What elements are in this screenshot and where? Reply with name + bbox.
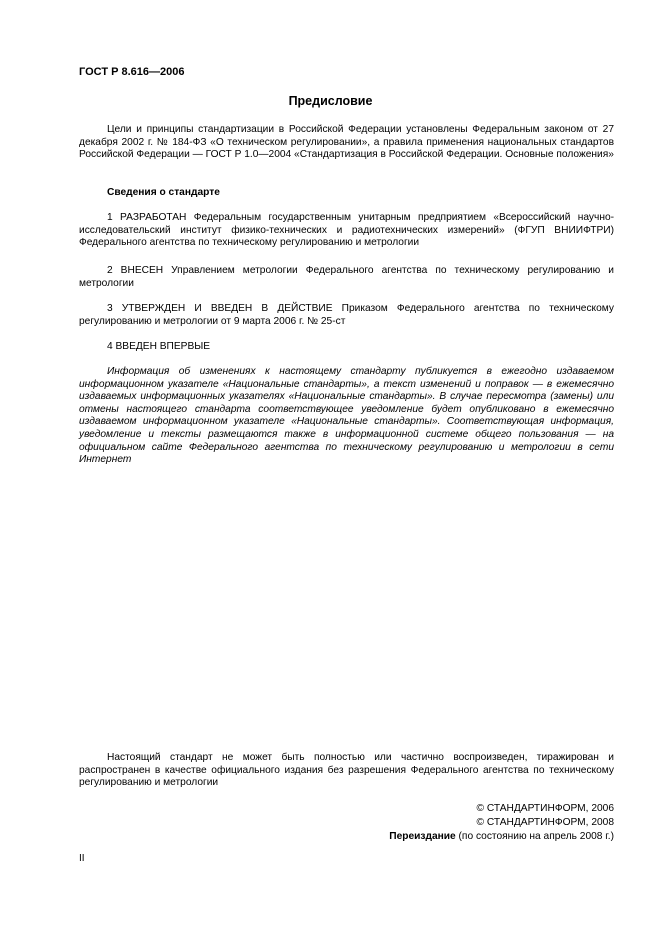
document-code: ГОСТ Р 8.616—2006	[79, 66, 185, 78]
item-2-paragraph: 2 ВНЕСЕН Управлением метрологии Федерального агентства по техническому регулированию и метрологии	[79, 265, 614, 289]
page-number: II	[79, 853, 85, 864]
page-title: Предисловие	[288, 94, 373, 108]
reprint-line	[389, 831, 614, 842]
reprint-note: (по состоянию на апрель 2008 г.)	[455, 831, 614, 842]
reprint-label: Переиздание	[389, 831, 456, 842]
item-3-paragraph: 3 УТВЕРЖДЕН И ВВЕДЕН В ДЕЙСТВИЕ Приказом Федерального агентства по техническому регулированию и метрологии от 9 марта 2006 г. № 25-ст	[79, 303, 614, 327]
intro-paragraph: Цели и принципы стандартизации в Российской Федерации установлены Федеральным законом от 27 декабря 2002 г. № 184-ФЗ «О техническом регулировании», а правила применения национальных стандартов Российской Федерации — ГОСТ Р 1.0—2004 «Стандартизация в Российской Федерации. Основные положения»	[79, 124, 614, 161]
footer-notice-paragraph: Настоящий стандарт не может быть полностью или частично воспроизведен, тиражирован и распространен в качестве официального издания без разрешения Федерального агентства по техническому регулированию и метрологии	[79, 752, 614, 789]
item-4-paragraph: 4 ВВЕДЕН ВПЕРВЫЕ	[107, 341, 211, 352]
copyright-line-2006: © СТАНДАРТИНФОРМ, 2006	[476, 803, 614, 814]
section-heading: Сведения о стандарте	[107, 187, 220, 198]
copyright-line-2008: © СТАНДАРТИНФОРМ, 2008	[476, 817, 614, 828]
item-1-paragraph: 1 РАЗРАБОТАН Федеральным государственным унитарным предприятием «Всероссийский научно-исследовательский институт физико-технических и радиотехнических измерений» (ФГУП ВНИИФТРИ) Федерального агентства по техническому регулированию и метрологии	[79, 212, 614, 249]
notice-paragraph: Информация об изменениях к настоящему стандарту публикуется в ежегодно издаваемом информационном указателе «Национальные стандарты», а текст изменений и поправок — в ежемесячно издаваемых информационных указателях «Национальные стандарты». В случае пересмотра (замены) или отмены настоящего стандарта соответствующее уведомление будет опубликовано в ежемесячно издаваемом информационном указателе «Национальные стандарты». Соответствующая информация, уведомление и тексты размещаются также в информационной системе общего пользования — на официальном сайте Федерального агентства по техническому регулированию и метрологии в сети Интернет	[79, 366, 614, 466]
